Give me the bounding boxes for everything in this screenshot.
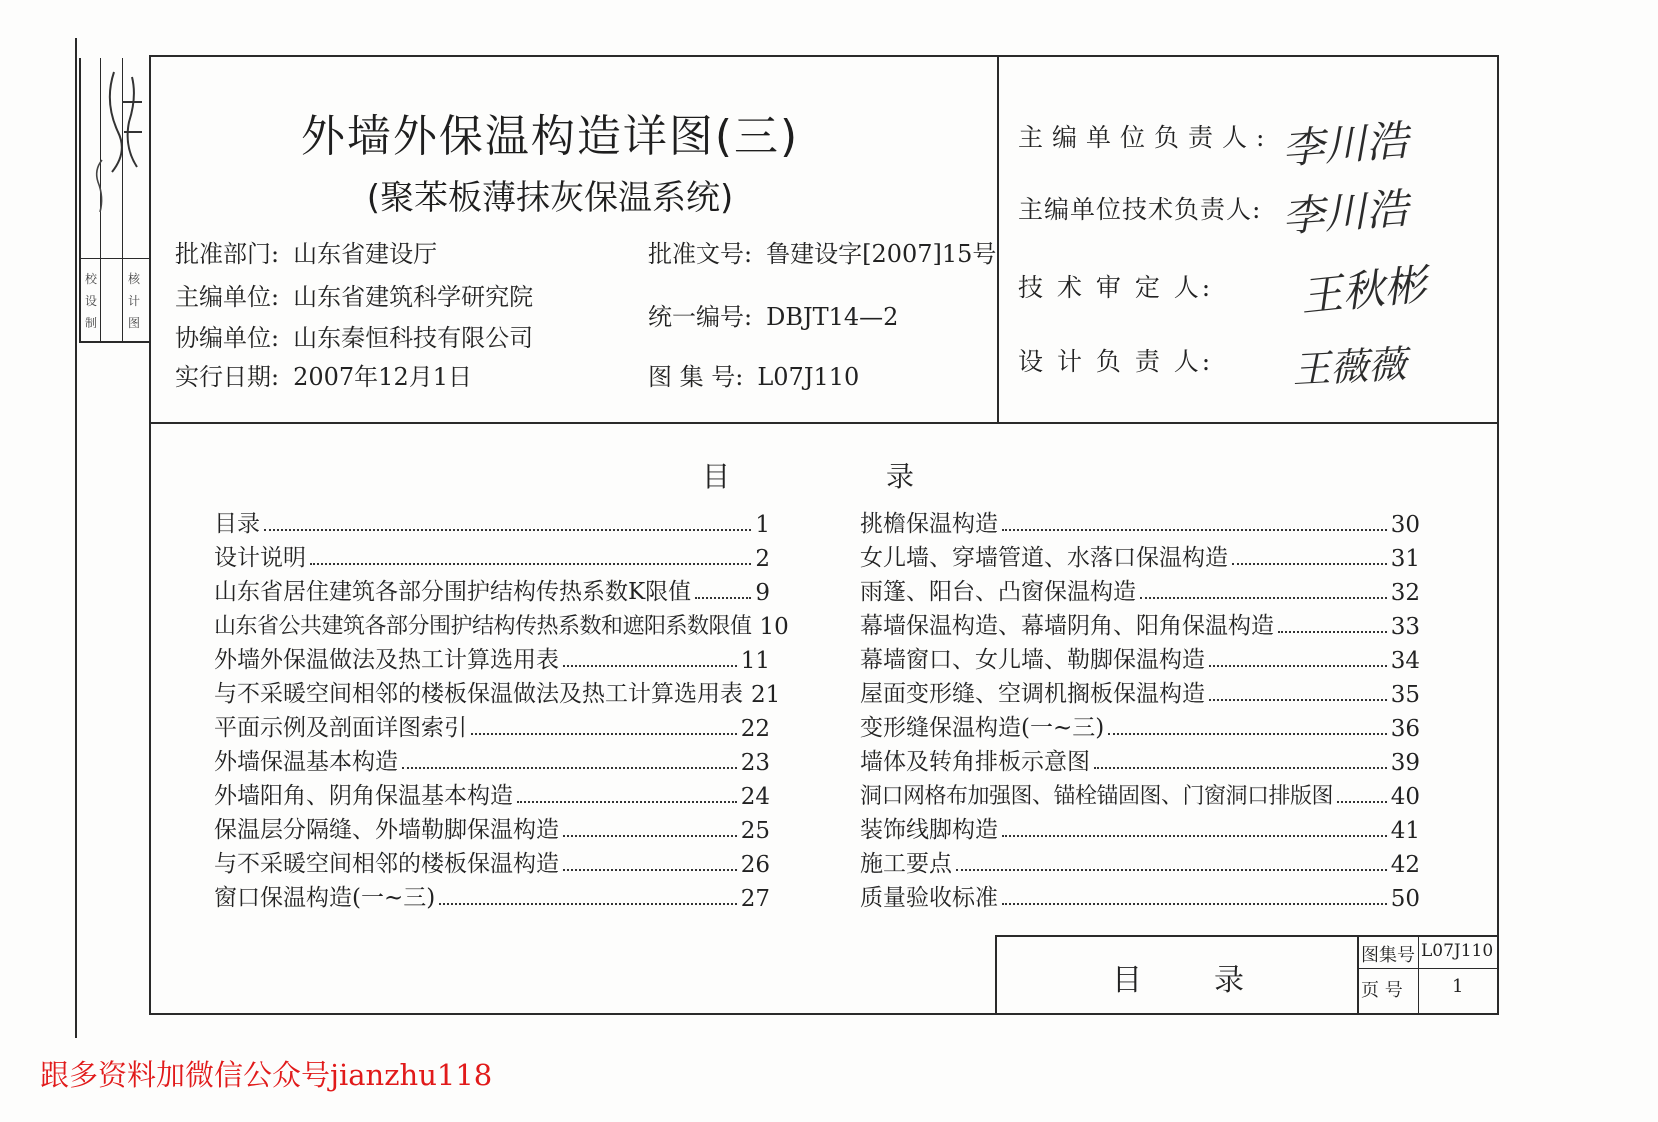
info-label: 协编单位: (175, 324, 280, 352)
side-strip-cell: 制 (84, 316, 97, 330)
toc-entry[interactable] (214, 606, 789, 640)
toc-entry-title: 幕墙保温构造、幕墙阴角、阳角保温构造 (860, 613, 1274, 639)
page-subtitle: (聚苯板薄抹灰保温系统) (366, 178, 734, 218)
toc-entry[interactable] (214, 504, 770, 538)
toc-leader (517, 801, 737, 803)
toc-leader (1337, 801, 1387, 803)
toc-entry-page: 11 (740, 648, 770, 674)
toc-entry[interactable] (860, 878, 1420, 912)
toc-entry[interactable] (214, 742, 770, 776)
info-label: 批准部门: (175, 240, 280, 268)
info-value: 鲁建设字[2007]15号 (766, 240, 997, 268)
watermark-text: 跟多资料加微信公众号jianzhu118 (40, 1058, 493, 1092)
side-strip-col2 (127, 268, 141, 334)
info-label: 主编单位: (175, 283, 280, 311)
responsible-label: 技 术 审 定 人: (1018, 273, 1214, 302)
toc-entry-page: 25 (740, 818, 770, 844)
toc-entry-title: 窗口保温构造(一~三) (214, 885, 436, 911)
info-value: 2007年12月1日 (293, 363, 472, 391)
toc-leader (264, 529, 751, 531)
toc-entry-title: 施工要点 (860, 851, 952, 877)
frame-right (1497, 55, 1499, 1015)
toc-leader (1002, 835, 1387, 837)
responsible-label: 主编单位负责人: (1018, 123, 1274, 152)
toc-entry-title: 外墙外保温做法及热工计算选用表 (214, 647, 559, 673)
toc-leader (956, 869, 1387, 871)
title-block-page-label: 页 号 (1361, 980, 1403, 1001)
toc-entry-title: 幕墙窗口、女儿墙、勒脚保温构造 (860, 647, 1205, 673)
toc-entry[interactable] (214, 538, 770, 572)
info-effective-date (175, 357, 472, 392)
toc-entry-title: 洞口网格布加强图、锚栓锚固图、门窗洞口排版图 (860, 784, 1334, 809)
toc-entry-title: 山东省居住建筑各部分围护结构传热系数K限值 (214, 579, 692, 605)
info-label: 图 集 号: (648, 363, 744, 391)
toc-entry-page: 39 (1390, 750, 1420, 776)
info-chief-editor (175, 277, 533, 312)
frame-left (149, 55, 151, 1015)
toc-entry-page: 10 (759, 614, 789, 640)
toc-leader (563, 869, 737, 871)
toc-entry[interactable] (860, 674, 1420, 708)
toc-leader (1094, 767, 1387, 769)
toc-entry-title: 平面示例及剖面详图索引 (214, 715, 467, 741)
info-label: 实行日期: (175, 363, 280, 391)
toc-entry-page: 1 (755, 512, 770, 538)
side-signature-mark (82, 62, 148, 252)
side-strip-cell: 校 (84, 272, 97, 286)
title-block-divider (1357, 968, 1499, 969)
toc-entry-page: 2 (755, 546, 770, 572)
toc-entry-title: 变形缝保温构造(一~三) (860, 715, 1105, 741)
toc-entry-page: 30 (1390, 512, 1420, 538)
toc-entry-page: 31 (1390, 546, 1420, 572)
toc-entry[interactable] (860, 776, 1420, 810)
toc-leader (439, 903, 737, 905)
toc-entry-title: 保温层分隔缝、外墙勒脚保温构造 (214, 817, 559, 843)
side-strip-border (79, 58, 81, 343)
title-block-divider (1357, 935, 1359, 1015)
toc-entry-title: 挑檐保温构造 (860, 511, 998, 537)
toc-leader (563, 665, 737, 667)
side-strip-cell: 计 (127, 294, 140, 308)
toc-entry-title: 与不采暖空间相邻的楼板保温构造 (214, 851, 559, 877)
toc-entry-title: 山东省公共建筑各部分围护结构传热系数和遮阳系数限值 (214, 614, 752, 639)
toc-entry-page: 9 (755, 580, 770, 606)
title-block-atlas-value: L07J110 (1421, 941, 1494, 961)
toc-entry[interactable] (860, 742, 1420, 776)
title-block-name-left: 目 (1112, 963, 1142, 998)
info-value: 山东秦恒科技有限公司 (293, 324, 534, 352)
toc-entry[interactable] (860, 538, 1420, 572)
info-value: 山东省建筑科学研究院 (293, 283, 534, 311)
toc-entry-page: 36 (1390, 716, 1420, 742)
signature-technical: 李川浩 (1280, 183, 1410, 242)
toc-heading-left: 目 (702, 460, 731, 493)
side-strip-divider (79, 258, 151, 259)
info-value: L07J110 (757, 363, 860, 391)
title-block-top (995, 935, 1499, 937)
toc-entry[interactable] (214, 878, 770, 912)
title-block-divider (1418, 935, 1419, 1015)
toc-entry-title: 目录 (214, 511, 260, 537)
toc-entry-page: 26 (740, 852, 770, 878)
header-divider (149, 422, 1499, 424)
title-block-name-right: 录 (1214, 963, 1244, 998)
info-value: DBJT14—2 (766, 303, 899, 331)
side-strip-cell: 核 (127, 272, 140, 286)
header-vertical-divider (997, 55, 999, 423)
responsible-label: 设 计 负 责 人: (1018, 347, 1214, 376)
toc-leader (471, 733, 737, 735)
toc-entry[interactable] (860, 640, 1420, 674)
toc-entry-title: 女儿墙、穿墙管道、水落口保温构造 (860, 545, 1228, 571)
toc-leader (310, 563, 751, 565)
toc-entry[interactable] (214, 674, 781, 708)
toc-entry[interactable] (214, 640, 770, 674)
title-block-page-value: 1 (1452, 976, 1464, 997)
toc-heading-right: 录 (886, 460, 915, 493)
toc-entry-title: 外墙保温基本构造 (214, 749, 398, 775)
signature-designer: 王薇薇 (1291, 342, 1408, 392)
toc-entry-title: 外墙阳角、阴角保温基本构造 (214, 783, 513, 809)
toc-entry-page: 27 (740, 886, 770, 912)
toc-entry-title: 设计说明 (214, 545, 306, 571)
toc-entry-page: 24 (740, 784, 770, 810)
signature-reviewer: 王秋彬 (1298, 259, 1429, 322)
info-co-editor (175, 318, 533, 353)
toc-entry-page: 23 (740, 750, 770, 776)
toc-entry[interactable] (860, 810, 1420, 844)
info-label: 批准文号: (648, 240, 753, 268)
toc-leader (1002, 903, 1387, 905)
toc-entry-title: 屋面变形缝、空调机搁板保温构造 (860, 681, 1205, 707)
toc-entry-page: 42 (1390, 852, 1420, 878)
responsible-label: 主编单位技术负责人: (1018, 195, 1262, 224)
side-strip-cell: 图 (127, 316, 140, 330)
toc-entry-page: 41 (1390, 818, 1420, 844)
toc-entry-title: 装饰线脚构造 (860, 817, 998, 843)
side-strip-cell: 设 (84, 294, 97, 308)
info-approval-number (648, 234, 996, 269)
toc-entry-page: 22 (740, 716, 770, 742)
toc-entry[interactable] (214, 776, 770, 810)
toc-entry-title: 质量验收标准 (860, 885, 998, 911)
info-approval-dept (175, 234, 437, 269)
info-atlas-number (648, 357, 859, 392)
toc-leader (563, 835, 737, 837)
toc-leader (1209, 665, 1387, 667)
toc-entry-page: 21 (751, 682, 781, 708)
title-block-left (995, 935, 997, 1015)
toc-entry-page: 34 (1390, 648, 1420, 674)
info-unified-number (648, 297, 898, 332)
signature-chief-unit: 李川浩 (1280, 115, 1410, 174)
toc-leader (1002, 529, 1387, 531)
side-strip-col1 (84, 268, 98, 334)
info-label: 统一编号: (648, 303, 753, 331)
toc-leader (1209, 699, 1387, 701)
toc-leader (402, 767, 737, 769)
toc-entry[interactable] (214, 572, 770, 606)
toc-entry[interactable] (214, 844, 770, 878)
toc-entry[interactable] (860, 844, 1420, 878)
toc-leader (1140, 597, 1387, 599)
toc-entry-page: 33 (1390, 614, 1420, 640)
toc-entry-page: 32 (1390, 580, 1420, 606)
page-title: 外墙外保温构造详图(三) (300, 111, 800, 162)
binding-line (75, 38, 77, 1038)
toc-entry-page: 40 (1390, 784, 1420, 810)
frame-top (149, 55, 1499, 57)
toc-entry[interactable] (860, 504, 1420, 538)
title-block-atlas-label: 图集号 (1361, 945, 1415, 966)
toc-entry[interactable] (860, 606, 1420, 640)
toc-entry[interactable] (860, 572, 1420, 606)
toc-entry-title: 墙体及转角排板示意图 (860, 749, 1090, 775)
toc-entry-page: 50 (1390, 886, 1420, 912)
toc-leader (695, 597, 751, 599)
info-value: 山东省建设厅 (293, 240, 438, 268)
toc-entry-title: 雨篷、阳台、凸窗保温构造 (860, 579, 1136, 605)
toc-entry[interactable] (214, 810, 770, 844)
toc-entry[interactable] (860, 708, 1420, 742)
toc-leader (1108, 733, 1387, 735)
side-strip-border (79, 341, 151, 343)
frame-bottom (149, 1013, 1499, 1015)
toc-leader (1278, 631, 1387, 633)
toc-entry-page: 35 (1390, 682, 1420, 708)
toc-entry[interactable] (214, 708, 770, 742)
toc-leader (1232, 563, 1387, 565)
toc-entry-title: 与不采暖空间相邻的楼板保温做法及热工计算选用表 (214, 681, 743, 707)
